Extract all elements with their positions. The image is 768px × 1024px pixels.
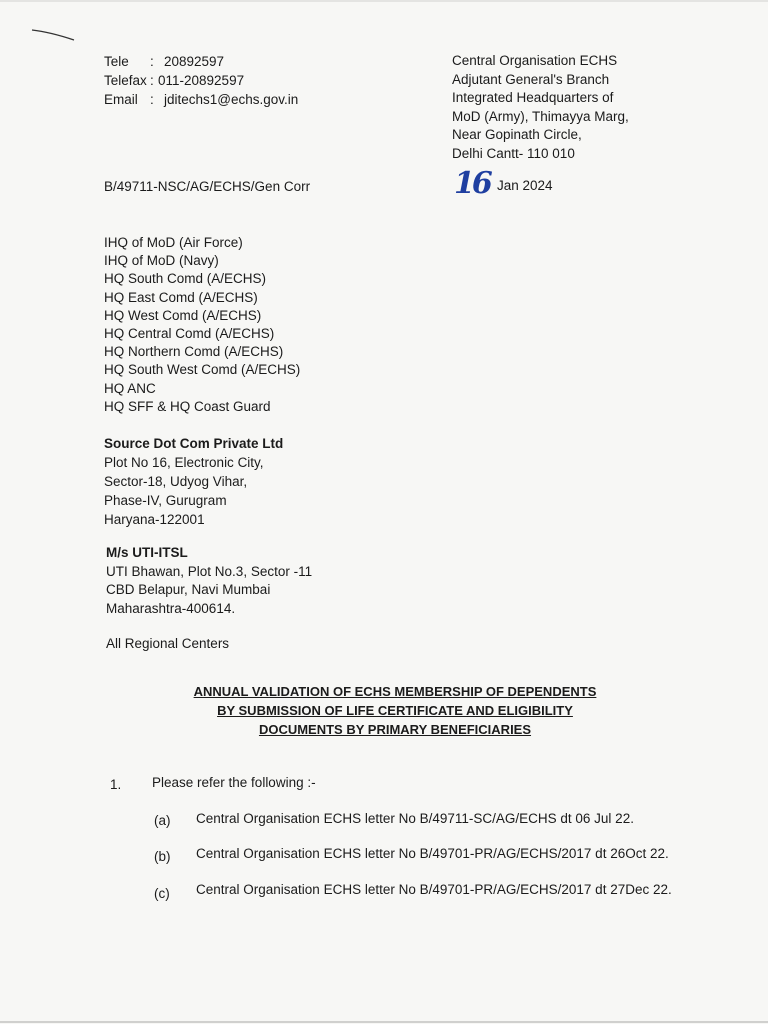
- email-value: jditechs1@echs.gov.in: [164, 92, 299, 107]
- recipient-list: [104, 234, 300, 416]
- address-line: UTI Bhawan, Plot No.3, Sector -11: [106, 563, 313, 579]
- address-line: Maharashtra-400614.: [106, 600, 236, 616]
- uti-itsl-address: [106, 544, 312, 618]
- telefax-label: Telefax: [104, 73, 147, 88]
- all-regional-centers: All Regional Centers: [106, 636, 230, 651]
- recipient-item: HQ Central Comd (A/ECHS): [104, 326, 275, 342]
- recipient-item: HQ ANC: [104, 380, 156, 396]
- sender-address: [452, 52, 629, 163]
- pen-mark: [30, 22, 80, 52]
- address-line: Adjutant General's Branch: [452, 71, 610, 87]
- recipient-item: IHQ of MoD (Navy): [104, 253, 219, 269]
- address-line: CBD Belapur, Navi Mumbai: [106, 582, 271, 597]
- paragraph-number: 1.: [110, 777, 122, 792]
- company-name: Source Dot Com Private Ltd: [104, 436, 284, 451]
- sub-item-label: (a): [154, 813, 171, 828]
- address-line: MoD (Army), Thimayya Marg,: [452, 108, 629, 124]
- subject-line: ANNUAL VALIDATION OF ECHS MEMBERSHIP OF DEPENDENTS: [193, 684, 597, 699]
- address-line: Near Gopinath Circle,: [452, 127, 582, 142]
- email-label: Email: [104, 92, 138, 107]
- sub-item-text: Central Organisation ECHS letter No B/49701-PR/AG/ECHS/2017 dt 27Dec 22.: [196, 882, 672, 897]
- date-month-year: Jan 2024: [497, 178, 553, 193]
- bottom-edge-mark: [0, 1018, 768, 1024]
- subject-heading: [150, 682, 640, 739]
- recipient-item: HQ Northern Comd (A/ECHS): [104, 344, 284, 360]
- recipient-item: IHQ of MoD (Air Force): [104, 235, 243, 250]
- paragraph-text: Please refer the following :-: [152, 775, 316, 790]
- tele-row: Tele : 20892597: [104, 54, 225, 69]
- source-dot-com-address: [104, 434, 283, 529]
- subject-line: BY SUBMISSION OF LIFE CERTIFICATE AND ELIGIBILITY: [217, 703, 573, 718]
- telefax-value: 011-20892597: [158, 73, 245, 88]
- address-line: Integrated Headquarters of: [452, 90, 614, 105]
- recipient-item: HQ South West Comd (A/ECHS): [104, 362, 301, 378]
- reference-number: B/49711-NSC/AG/ECHS/Gen Corr: [104, 179, 311, 194]
- top-edge-mark: [0, 0, 768, 6]
- address-line: Delhi Cantt- 110 010: [452, 145, 575, 161]
- handwritten-date-day: 16: [454, 166, 490, 201]
- tele-label: Tele: [104, 54, 129, 69]
- recipient-item: HQ SFF & HQ Coast Guard: [104, 398, 271, 414]
- sub-item-text: Central Organisation ECHS letter No B/49701-PR/AG/ECHS/2017 dt 26Oct 22.: [196, 846, 669, 861]
- telefax-row: Telefax : 011-20892597: [104, 73, 245, 88]
- address-line: Plot No 16, Electronic City,: [104, 455, 264, 470]
- company-name: M/s UTI-ITSL: [106, 545, 188, 560]
- contact-block: [104, 52, 298, 109]
- address-line: Haryana-122001: [104, 512, 205, 527]
- address-line: Phase-IV, Gurugram: [104, 493, 227, 508]
- email-row: Email : jditechs1@echs.gov.in: [104, 92, 299, 107]
- recipient-item: HQ West Comd (A/ECHS): [104, 307, 262, 323]
- sub-item-label: (b): [154, 849, 171, 864]
- tele-value: 20892597: [164, 54, 225, 69]
- subject-line: DOCUMENTS BY PRIMARY BENEFICIARIES: [258, 722, 532, 737]
- address-line: Central Organisation ECHS: [452, 53, 618, 68]
- recipient-item: HQ South Comd (A/ECHS): [104, 271, 267, 287]
- sub-item-text: Central Organisation ECHS letter No B/49711-SC/AG/ECHS dt 06 Jul 22.: [196, 811, 634, 826]
- recipient-item: HQ East Comd (A/ECHS): [104, 289, 258, 305]
- address-line: Sector-18, Udyog Vihar,: [104, 474, 248, 489]
- sub-item-label: (c): [154, 886, 170, 901]
